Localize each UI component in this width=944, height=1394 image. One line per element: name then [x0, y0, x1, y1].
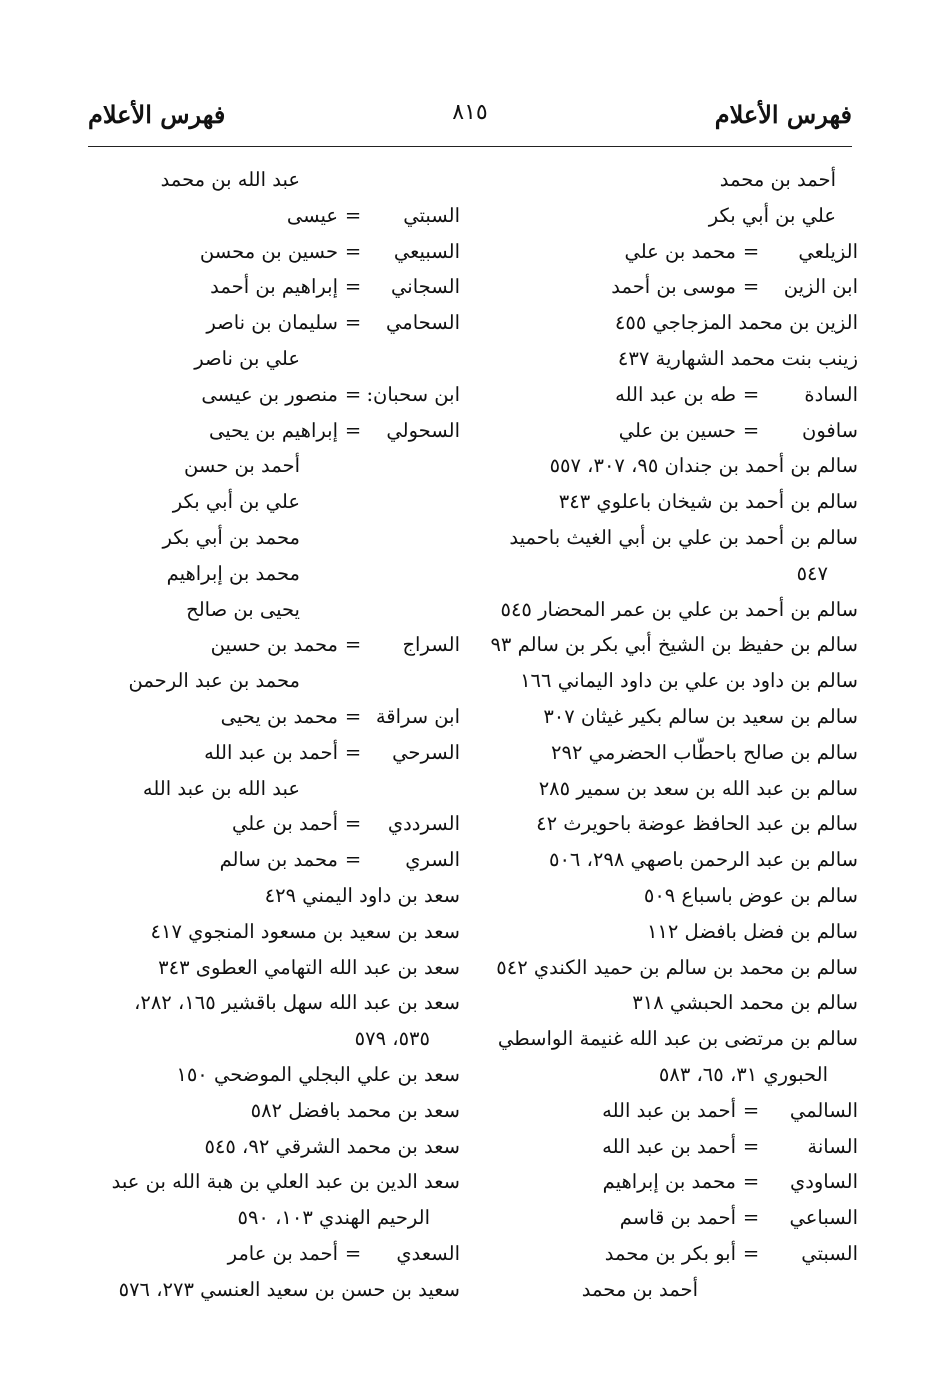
index-cross-reference [478, 1164, 858, 1200]
index-entry: زينب بنت محمد الشهارية ٤٣٧ [617, 346, 858, 370]
index-cross-reference [478, 1093, 858, 1129]
index-entry: سعيد بن حسن بن سعيد العنسي ٢٧٣، ٥٧٦ [118, 1277, 460, 1301]
index-entry: سالم بن أحمد بن علي بن عمر المحضار ٥٤٥ [500, 597, 858, 621]
entry-target: أبو بكر بن محمد [604, 1241, 736, 1265]
index-entry-continuation: الرحيم الهندي ١٠٣، ٥٩٠ [237, 1206, 430, 1230]
index-cross-reference [478, 269, 858, 305]
index-entry: سعد بن سعيد بن مسعود المنجوي ٤١٧ [150, 919, 460, 943]
index-entry: الزين بن محمد المزجاجي ٤٥٥ [614, 311, 858, 335]
index-entry: سالم بن صالح باحطّاب الحضرمي ٢٩٢ [551, 740, 858, 764]
index-subentry: علي بن أبي بكر [172, 490, 300, 514]
running-title-left: فهرس الأعلام [88, 100, 226, 129]
entry-name: سافون [802, 418, 858, 442]
equals-sign: = [344, 812, 362, 836]
equals-sign: = [344, 848, 362, 872]
equals-sign: = [344, 1241, 362, 1265]
equals-sign: = [344, 704, 362, 728]
page-number: ٨١٥ [452, 100, 488, 125]
index-entry: سالم بن عبد الحافظ عوضة باحويرث ٤٢ [536, 812, 858, 836]
entry-target: محمد بن يحيى [220, 704, 338, 728]
entry-name: السانة [807, 1134, 858, 1158]
index-subentry: محمد بن أبي بكر [162, 525, 300, 549]
index-cross-reference [80, 198, 460, 234]
equals-sign: = [344, 239, 362, 263]
entry-name: السعدي [396, 1241, 460, 1265]
entry-target: أحمد بن عامر [227, 1241, 338, 1265]
index-cross-reference [80, 269, 460, 305]
index-subentry: علي بن ناصر [194, 346, 300, 370]
index-cross-reference [80, 1236, 460, 1272]
entry-name: السحولي [386, 418, 460, 442]
index-entry: سالم بن أحمد بن جندان ٩٥، ٣٠٧، ٥٥٧ [549, 454, 858, 478]
index-cross-reference [80, 735, 460, 771]
entry-name: السالمي [789, 1098, 858, 1122]
entry-target: محمد بن سالم [219, 848, 338, 872]
index-subentry: محمد بن عبد الرحمن [128, 669, 300, 693]
entry-target: محمد بن إبراهيم [602, 1170, 736, 1194]
entry-name: السحامي [386, 311, 460, 335]
index-entry: سالم بن عوض باسباع ٥٠٩ [643, 883, 858, 907]
entry-name: السرددي [387, 812, 460, 836]
entry-name: السادة [804, 382, 858, 406]
equals-sign: = [742, 1134, 760, 1158]
index-cross-reference [80, 627, 460, 663]
page-header [88, 96, 852, 140]
entry-target: أحمد بن عبد الله [602, 1134, 736, 1158]
index-entry: سعد بن داود اليمني ٤٢٩ [264, 883, 460, 907]
index-subentry: عبد الله بن عبد الله [142, 776, 300, 800]
entry-target: إبراهيم بن يحيى [209, 418, 338, 442]
entry-name: ابن سحبان: [366, 382, 460, 406]
index-entry-continuation: الحبوري ٣١، ٦٥، ٥٨٣ [658, 1062, 828, 1086]
index-entry: سالم بن أحمد بن علي بن أبي الغيث باحميد [509, 525, 858, 549]
index-subentry: يحيى بن صالح [186, 597, 300, 621]
entry-target: عيسى [286, 203, 338, 227]
equals-sign: = [742, 1170, 760, 1194]
index-entry-continuation: ٥٣٥، ٥٧٩ [354, 1027, 430, 1051]
entry-target: محمد بن حسين [210, 633, 338, 657]
index-subentry: أحمد بن محمد [719, 168, 836, 191]
index-cross-reference [478, 1200, 858, 1236]
header-rule [88, 146, 852, 147]
index-cross-reference [80, 413, 460, 449]
entry-target: أحمد بن علي [232, 812, 338, 836]
entry-name: الزيلعي [798, 239, 858, 263]
entry-name: ابن الزين [783, 275, 858, 299]
index-entry: سعد بن علي البجلي الموضحي ١٥٠ [176, 1062, 460, 1086]
entry-name: السبيعي [393, 239, 460, 263]
entry-target: طه بن عبد الله [615, 382, 736, 406]
index-subentry: علي بن أبي بكر [708, 203, 836, 227]
index-entry-continuation: ٥٤٧ [796, 561, 828, 585]
entry-name: السباعي [789, 1206, 858, 1230]
index-cross-reference [80, 842, 460, 878]
equals-sign: = [742, 1206, 760, 1230]
index-column-left [80, 162, 460, 1308]
index-entry: سالم بن حفيظ بن الشيخ أبي بكر بن سالم ٩٣ [490, 633, 858, 657]
index-subentry: أحمد بن حسن [184, 454, 300, 478]
equals-sign: = [742, 1241, 760, 1265]
entry-target: حسين بن محسن [199, 239, 338, 263]
index-entry: سالم بن عبد الله بن سعد بن سمير ٢٨٥ [538, 776, 858, 800]
entry-target: منصور بن عيسى [201, 382, 338, 406]
entry-name: السري [405, 848, 460, 872]
equals-sign: = [742, 418, 760, 442]
entry-target: موسى بن أحمد [611, 275, 736, 299]
index-subentry: محمد بن إبراهيم [166, 561, 300, 585]
entry-name: السبتي [403, 203, 460, 227]
running-title-right: فهرس الأعلام [714, 100, 852, 129]
index-entry: سعد بن محمد بافضل ٥٨٢ [250, 1098, 460, 1122]
equals-sign: = [344, 418, 362, 442]
index-entry: سالم بن سعيد بن سالم بكير غيثان ٣٠٧ [543, 704, 858, 728]
index-subentry: عبد الله بن محمد [160, 168, 300, 191]
index-cross-reference [80, 699, 460, 735]
index-cross-reference [478, 377, 858, 413]
equals-sign: = [742, 382, 760, 406]
index-entry: سالم بن محمد بن سالم بن حميد الكندي ٥٤٢ [496, 955, 858, 979]
equals-sign: = [742, 275, 760, 299]
entry-target: إبراهيم بن أحمد [210, 275, 338, 299]
entry-target: أحمد بن قاسم [619, 1206, 736, 1230]
index-entry: سالم بن عبد الرحمن باصهي ٢٩٨، ٥٠٦ [548, 848, 858, 872]
entry-target: أحمد بن عبد الله [602, 1098, 736, 1122]
index-cross-reference [80, 234, 460, 270]
equals-sign: = [344, 203, 362, 227]
index-entry: سالم بن أحمد بن شيخان باعلوي ٣٤٣ [558, 490, 858, 514]
index-cross-reference [478, 413, 858, 449]
index-subentry: أحمد بن محمد [581, 1277, 698, 1301]
index-entry: سالم بن داود بن علي بن داود اليماني ١٦٦ [520, 669, 858, 693]
equals-sign: = [742, 239, 760, 263]
index-cross-reference [80, 305, 460, 341]
equals-sign: = [742, 1098, 760, 1122]
equals-sign: = [344, 633, 362, 657]
entry-name: السراج [402, 633, 460, 657]
index-entry: سعد بن عبد الله التهامي العطوى ٣٤٣ [158, 955, 460, 979]
entry-target: سليمان بن ناصر [206, 311, 338, 335]
entry-name: ابن سراقة [375, 704, 460, 728]
entry-name: السبتي [801, 1241, 858, 1265]
entry-name: الساودي [789, 1170, 858, 1194]
equals-sign: = [344, 275, 362, 299]
entry-target: حسين بن علي [618, 418, 736, 442]
entry-name: السجاني [391, 275, 460, 299]
index-cross-reference [80, 377, 460, 413]
entry-target: أحمد بن عبد الله [204, 740, 338, 764]
index-cross-reference [478, 234, 858, 270]
index-cross-reference [478, 1129, 858, 1165]
index-entry: سالم بن محمد الحبشي ٣١٨ [632, 991, 858, 1015]
index-entry: سعد الدين بن عبد العلي بن هبة الله بن عبد [111, 1170, 460, 1194]
index-entry: سالم بن مرتضى بن عبد الله غنيمة الواسطي [497, 1027, 858, 1051]
index-entry: سعد بن عبد الله سهل باقشير ١٦٥، ٢٨٢، [134, 991, 460, 1015]
equals-sign: = [344, 382, 362, 406]
index-cross-reference [478, 1236, 858, 1272]
index-column-right [478, 162, 858, 1308]
index-entry: سعد بن محمد الشرقي ٩٢، ٥٤٥ [204, 1134, 460, 1158]
equals-sign: = [344, 740, 362, 764]
entry-target: محمد بن علي [624, 239, 736, 263]
entry-name: السرحي [392, 740, 460, 764]
equals-sign: = [344, 311, 362, 335]
index-entry: سالم بن فضل بافضل ١١٢ [646, 919, 858, 943]
index-cross-reference [80, 806, 460, 842]
